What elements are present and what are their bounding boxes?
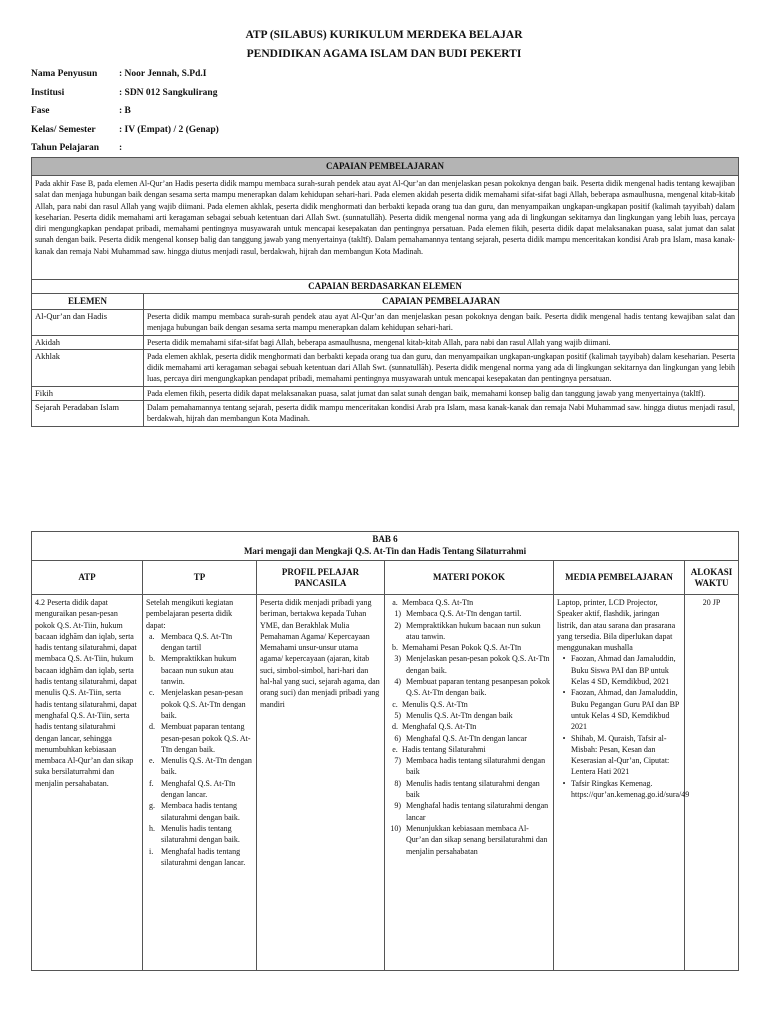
identity-block [31,69,219,162]
capaian-table [31,157,739,427]
list-marker: e. [149,756,155,766]
elemen-capaian: Pada elemen akhlak, peserta didik menghormati dan berbakti kepada orang tua dan guru, dan menyampaikan ungkapan-ungkapan positif (kalimah ṭayyibah) dalam keseharian. Peserta didik memahami arti keragaman sebagai sebuah ketentuan dari Allah Swt. (sunnatullāh). Peserta didik mengenal norma yang ada di lingkungan sekitarnya dan lingkungan yang lebih luas, percaya diri mengungkapkan pendapat pribadi, memahami pentingnya musyawarah untuk mencapai kesepakatan dan pentingnya persatuan. [144,349,739,386]
list-text: Shihab, M. Quraish, Tafsir al-Misbah: Pesan, Kesan dan Keserasian al-Qur’an, Ciputat: Lentera Hati 2021 [571,733,670,777]
list-text: Mempraktikkan hukum bacaan nun sukun atau tanwin. [406,620,541,641]
list-text: Menulis Q.S. At-Tīn dengan baik [406,710,513,720]
media-item [557,733,681,778]
list-text: Menghafal hadis tentang silaturahmi dengan lancar. [161,846,246,867]
list-marker: b. [392,643,398,653]
column-header-alokasi: ALOKASI WAKTU [685,561,739,595]
list-text: Membuat paparan tentang pesanpesan pokok Q.S. At-Tīn dengan baik. [406,677,550,698]
materi-sub-item [388,733,550,744]
list-text: Menghafal hadis tentang silaturahmi dengan lancar [406,801,549,822]
list-text: Menunjukkan kebiasaan membaca Al-Qur’an dan sikap senang bersilaturahmi dan menjalin persahabatan [406,823,548,856]
list-text: Menjelaskan pesan-pesan pokok Q.S. At-Tīn dengan baik. [161,688,246,720]
info-label: Tahun Pelajaran [31,143,100,154]
elemen-name: Sejarah Peradaban Islam [32,401,144,427]
tp-item [149,823,253,846]
tp-cell [143,595,257,971]
bullet-icon: • [562,654,566,664]
elemen-row [32,401,739,427]
list-text: Tafsir Ringkas Kemenag. https://qur’an.kemenag.go.id/sura/49 [571,778,690,800]
media-item [557,778,690,801]
list-marker: b. [149,654,155,664]
elemen-capaian: Peserta didik memahami sifat-sifat bagi Allah, beberapa asmaulhusna, mengenal kitab-kitab Allah, para nabi dan rasul Allah yang wajib diimani. [144,335,739,349]
list-text: Menulis hadis tentang silaturahmi dengan baik. [161,823,240,845]
list-marker: d. [392,722,398,732]
document-subtitle: PENDIDIKAN AGAMA ISLAM DAN BUDI PEKERTI [246,48,522,60]
list-text: Membuat paparan tentang pesan-pesan pokok Q.S. At-Tīn dengan baik. [161,722,251,754]
info-value: : Noor Jennah, S.Pd.I [119,69,207,79]
info-label: Nama Penyusun [31,69,98,79]
elemen-row [32,386,739,400]
list-marker: g. [149,801,155,811]
tp-item [149,687,253,721]
materi-sub-item [388,755,550,778]
bullet-icon: • [562,733,566,743]
media-item [557,653,681,687]
list-marker: h. [149,823,155,833]
list-text: Menjelaskan pesan-pesan pokok Q.S. At-Tīn dengan baik. [406,654,550,675]
materi-group [388,597,550,642]
list-marker: 10) [390,823,401,833]
list-text: Membaca Q.S. At-Tīn [402,598,474,607]
bullet-icon: • [562,778,566,788]
tp-item [149,653,253,687]
list-text: Membaca hadis tentang silaturahmi dengan baik. [161,801,240,822]
list-marker: f. [149,778,154,788]
list-text: Menghafal Q.S. At-Tīn dengan lancar [406,733,527,743]
media-cell [554,595,690,971]
list-text: Menghafal Q.S. At-Tīn [402,722,477,732]
elemen-row [32,310,739,336]
list-marker: 4) [394,677,401,687]
elemen-capaian: Pada elemen fikih, peserta didik dapat melaksanakan puasa, salat jumat dan salat sunah dengan baik, memahami konsep balig dan tanggung jawab yang menyertainya (taklīf). [144,386,739,400]
list-marker: 8) [394,778,401,788]
info-value: : IV (Empat) / 2 (Genap) [119,124,219,135]
atp-table [31,531,739,971]
list-text: Membaca hadis tentang silaturahmi dengan baik [406,756,546,777]
list-marker: 2) [394,620,401,630]
info-label: Institusi [31,87,65,98]
materi-sub-item [388,823,550,857]
profil-cell: Peserta didik menjadi pribadi yang beriman, bertakwa kepada Tuhan YME, dan Berakhlak Mulia Pemahaman Agama/ Kepercayaan Memahami unsur-unsur utama agama/ kepercayaan (ajaran, kitab suci, simbol-simbol, hari-hari dan hal-hal yang suci, sejarah agama, dan orang suci) dan menjadi pribadi yang mandiri [257,595,385,971]
info-label: Kelas/ Semester [31,124,96,135]
materi-group [388,642,550,698]
tp-item [149,800,253,823]
column-header-media: MEDIA PEMBELAJARAN [554,561,685,595]
list-text: Menulis Q.S. At-Tīn [402,699,468,709]
list-marker: a. [392,598,398,607]
info-row-kelas [31,125,219,144]
list-marker: 3) [394,654,401,664]
materi-sub-item [388,778,550,801]
bullet-icon: • [562,688,566,698]
column-header-profil: PROFIL PELAJAR PANCASILA [257,561,385,595]
list-text: Menulis hadis tentang silaturahmi dengan baik [406,778,540,800]
materi-heading [388,597,550,608]
media-item [557,687,681,732]
elemen-capaian: Dalam pemahamannya tentang sejarah, peserta didik mampu menceritakan kondisi Arab pra Islam, masa kanak-kanak dan remaja Nabi Muhammad saw. hingga diutus menjadi rasul, berdakwah, hijrah dan membangun Kota Madinah. [144,401,739,427]
column-header-atp: ATP [32,561,143,595]
elemen-name: Akidah [32,335,144,349]
list-marker: 1) [394,609,401,619]
list-marker: e. [392,744,398,754]
elemen-row [32,335,739,349]
list-marker: 9) [394,801,401,811]
info-row-fase [31,106,219,125]
list-marker: i. [149,846,154,856]
materi-group [388,744,550,857]
materi-heading [388,721,550,732]
column-header-capaian: CAPAIAN PEMBELAJARAN [144,294,739,310]
capaian-elemen-header: CAPAIAN BERDASARKAN ELEMEN [32,280,739,294]
list-text: Membaca Q.S. At-Tīn dengan tartil [161,631,233,653]
tp-list [146,631,253,868]
materi-heading [388,642,550,653]
tp-item [149,755,253,778]
column-header-materi: MATERI POKOK [385,561,554,595]
materi-sub-item [388,710,550,721]
materi-sub-item [388,800,550,823]
materi-sub-item [388,653,550,676]
elemen-name: Akhlak [32,349,144,386]
capaian-fase-text: Pada akhir Fase B, pada elemen Al-Qur’an Hadis peserta didik mampu membaca surah-surah pendek atau ayat Al-Qur’an dan menjelaskan pesan pokoknya dengan baik. Peserta didik mengenal hadis tentang kewajiban salat dan menjaga hubungan baik dengan sesama serta mampu menerapkan dalam kehidupan sehari-hari. Pada elemen akidah peserta didik memahami sifat-sifat bagi Allah, beberapa asmaulhusna, mengenal kitab-kitab Allah, para nabi dan rasul Allah yang wajib diimani. Pada elemen akhlak, peserta didik menghormati dan berbakti kepada orang tua dan guru, dan menyampaikan ungkapan-ungkapan positif (kalimah ṭayyibah) dalam keseharian. Peserta didik memahami arti keragaman sebagai sebuah ketentuan dari Allah Swt. (sunnatullāh). Peserta didik mengenal norma yang ada di lingkungan sekitarnya dan lingkungan yang lebih luas, percaya diri mengungkapkan pendapat pribadi, memahami pentingnya musyawarah untuk mencapai kesepakatan dan pentingnya persatuan. Pada elemen fikih, peserta didik dapat melaksanakan puasa, salat jumat dan salat sunah dengan baik. Peserta didik mengenal konsep balig dan tanggung jawab yang menyertainya (taklīf). Dalam pemahamannya tentang sejarah, peserta didik mampu menceritakan kondisi Arab pra Islam, masa kanak-kanak dan remaja Nabi Muhammad saw. hingga diutus menjadi rasul, berdakwah, hijrah dan membangun Kota Madinah. [32,176,739,280]
elemen-capaian: Peserta didik mampu membaca surah-surah pendek atau ayat Al-Qur’an dan menjelaskan pesan pokoknya dengan baik. Peserta didik mengenal hadis tentang kewajiban salat dan menjaga hubungan baik dengan sesama serta mampu menerapkan dalam kehidupan sehari-hari. [144,310,739,336]
elemen-row [32,349,739,386]
materi-heading [388,699,550,710]
tp-item [149,846,253,869]
info-value: : B [119,106,131,117]
list-marker: c. [149,688,155,698]
alokasi-cell: 20 JP [685,595,739,971]
column-header-elemen: ELEMEN [32,294,144,310]
bab-title: Mari mengaji dan Mengkaji Q.S. At-Tin dan Hadis Tentang Silaturrahmi [243,545,527,556]
tp-intro: Setelah mengikuti kegiatan pembelajaran peserta didik dapat: [146,598,234,630]
list-text: Memahami Pesan Pokok Q.S. At-Tīn [402,643,522,653]
media-intro: Laptop, printer, LCD Projector, Speaker aktif, flashdik, jaringan listrik, dan atau sarana dan prasarana yang tersedia. Bila diperlukan dapat menggunakan mushalla [557,598,676,653]
info-row-institusi [31,88,219,107]
list-text: Mempraktikkan hukum bacaan nun sukun atau tanwin. [161,654,237,687]
document-title: ATP (SILABUS) KURIKULUM MERDEKA BELAJAR [245,29,523,41]
bab-heading [32,532,739,561]
list-marker: c. [392,699,398,709]
list-text: Menulis Q.S. At-Tīn dengan baik. [161,756,252,777]
column-header-tp: TP [143,561,257,595]
materi-sub-item [388,676,550,699]
materi-group [388,721,550,744]
list-marker: 6) [394,733,401,743]
info-label: Fase [31,106,50,117]
atp-cell: 4.2 Peserta didik dapat menguraikan pesan-pesan pokok Q.S. At-Tiin, hukum bacaan idghām dan iqlab, serta hadis tentang silaturahmi, dapat membaca Q.S. At-Tiin, hukum bacaan idghām dan iqlab, serta hadis tentang silaturahmi, dapat menulis Q.S. At-Tiin, serta hadis tentang silaturahmi, dapat menghafal Q.S. At-Tiin, serta hadis tentang silaturahmi dengan lancar, sehingga menumbuhkan kebiasaan membaca Al-Qur’an dan sikap suka bersilaturrahmi dan menjalin persahabatan. [32,595,143,971]
materi-sub-item [388,608,550,619]
list-marker: 5) [394,710,401,720]
elemen-name: Fikih [32,386,144,400]
tp-item [149,778,253,801]
info-value: : [119,143,123,154]
materi-heading [388,744,550,755]
list-text: Faozan, Ahmad, dan Jamaluddin, Buku Pegangan Guru PAI dan BP untuk Kelas 4 SD, Kemdikbud 2021 [571,688,680,732]
list-text: Menghafal Q.S. At-Tīn dengan lancar. [161,778,236,800]
list-text: Hadis tentang Silaturahmi [402,744,486,754]
elemen-name: Al-Qur’an dan Hadis [32,310,144,336]
capaian-header: CAPAIAN PEMBELAJARAN [32,158,739,176]
tp-item [149,631,253,654]
list-marker: d. [149,722,155,732]
list-marker: 7) [394,756,401,766]
list-marker: a. [149,631,155,641]
info-value: : SDN 012 Sangkulirang [119,87,218,98]
list-text: Faozan, Ahmad dan Jamaluddin, Buku Siswa PAI dan BP untuk Kelas 4 SD, Kemdikbud, 2021 [571,654,676,687]
list-text: Membaca Q.S. At-Tīn dengan tartil. [406,609,522,619]
bab-number: BAB 6 [372,534,398,544]
materi-cell [385,595,554,971]
info-row-nama [31,69,219,88]
tp-item [149,721,253,755]
materi-sub-item [388,620,550,643]
materi-group [388,699,550,722]
